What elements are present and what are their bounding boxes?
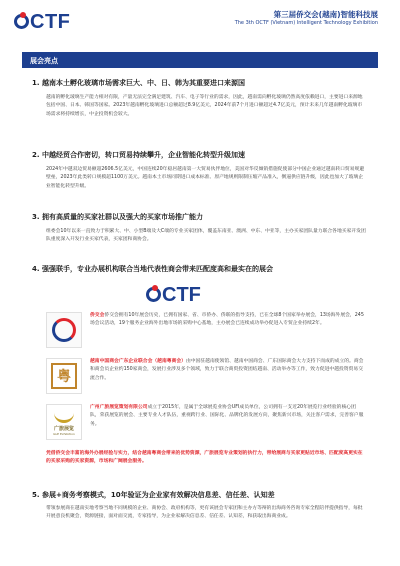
guanglv-exhibition-logo: 广旅展览 GLE Exhibition (46, 404, 82, 440)
highlight-summary: 凭借侨交会丰富的海外办展经验与实力，结合越南粤商会带来的优势资源，广旅展览专业策划的执行力，带给展商与买家更贴近市场、匹配度高更实在的买家采购的买家资源，市场和广阔展会服务。 (46, 451, 363, 465)
org-3-text (90, 404, 365, 429)
org-3-body: 成立于2015年，是属于全球展览业协会UFI成员单位，公司拥有一支近20年展览行业经验的核心团队，荣获展览的展会、主要专业人才队伍，重视跨行业、国际化、品牌化的发展方向，聚焦新兴市场，关注客户需求，完善客户服务。 (90, 405, 364, 427)
page-header (0, 0, 400, 36)
octf-org-logo (46, 312, 82, 348)
org-1-name: 侨交会 (90, 313, 105, 318)
item-2-heading: 2. 中越经贸合作密切，转口贸易持续攀升，企业智能化转型升级加速 (32, 151, 245, 159)
octf-center-logo: CTF (146, 284, 201, 307)
org-2-body: 由中国驻越南使领馆、越南中国商会、广东国际商会大力支持下而成的成立的。商会和商会员企业约150家商会，发展行业涉及多个领域，致力于联合商贸投资团结越南、活动举办等工作，致力促进中越投资贸易交流合作。 (90, 359, 364, 381)
org-2-name: 越南中国商会广东企业联合会（越南粤商会） (90, 359, 186, 364)
item-1-heading: 1. 越南本土孵化玻璃市场需求巨大、中、日、韩为其重要进口来源国 (32, 79, 245, 87)
org-3-name: 广州广旅展览策划有限公司 (90, 405, 148, 410)
item-4-heading: 4. 强强联手，专业办展机构联合当地代表性商会带来匹配度高和最实在的展会 (32, 265, 273, 273)
yue-chamber-logo: 粤 (46, 358, 82, 394)
exhibition-title-cn: 第三届侨交会(越南)智能科技展 (273, 10, 378, 19)
exhibition-title-en: The 3th OCTF (Vietnam) Intelligent Technology Exhibition (234, 20, 378, 26)
org-1-body: 侨交会拥有10年展会历史，已拥有国家、省、市侨办、侨联的指导支持，已在全球8个国家举办展会，13场海外展会，245场会议活动，19个服务企业海外出地市场的采购中心基地，主办展会已连续成功举办促进入专贸企业持续2年。 (90, 313, 364, 327)
item-3-heading: 3. 拥有高质量的买家社群以及强大的买家市场推广能力 (32, 213, 203, 221)
octf-logo: CTF (14, 11, 70, 34)
item-5-body: 带领参展商在越南实地考察当地不同规模的企业、商协会、政府机构等，更有该展会专家团和主办方等辩的出海商务咨询专家全程陪伴提供指导，每批开展意良机聚会，资源链接，面对面交流，专家指导，为企业家解决信息差、信任差、认知差，和获取出海商业成。 (46, 506, 363, 520)
item-3-body: 组委会10年以来一直致力于积累大、中、小型B端及大C端的专业买家团体，覆盖东南亚、澳洲、中东、中亚等，主办买家团队量力联合各地买家开发团队重度深入开发行业买家代表，买家团和商协会。 (46, 229, 366, 243)
section-title: 展会亮点 (22, 52, 378, 68)
org-2-text (90, 358, 365, 383)
item-1-body: 越南的孵化玻璃生产能力相对有限，产量无法完全满足建筑、汽车、电子等行业的需求，因此，越南需向孵化玻璃仍然高度依赖进口，主要进口来源地包括中国、日本、韩国等国家。2023年越南孵化玻璃进口总额超过8.9亿美元，2024年前7个月进口额超过4.7亿美元，预计未来几年越南孵化玻璃市场需求将持续增长，中企投资机会较大。 (46, 95, 363, 117)
item-5-heading: 5. 参展+商务考察模式，10年验证为企业家有效解决信息差、信任差、认知差 (32, 491, 275, 499)
item-2-body: 2024年中越双边贸易额超2606.5亿美元，中国连续20年稳居越南第一大贸易伙伴地位，美国对华反倾销措施促使部分中国企业通过越南转口贸易规避壁垒，2023年此类转口规模超1100万美元。越南本土市场同期进口成本标准、原产地规则限制压缩产品准入，倒逼供应链升级，因此也加大了玻璃企业智能化转型升级。 (46, 167, 365, 189)
org-1-text (90, 312, 365, 329)
